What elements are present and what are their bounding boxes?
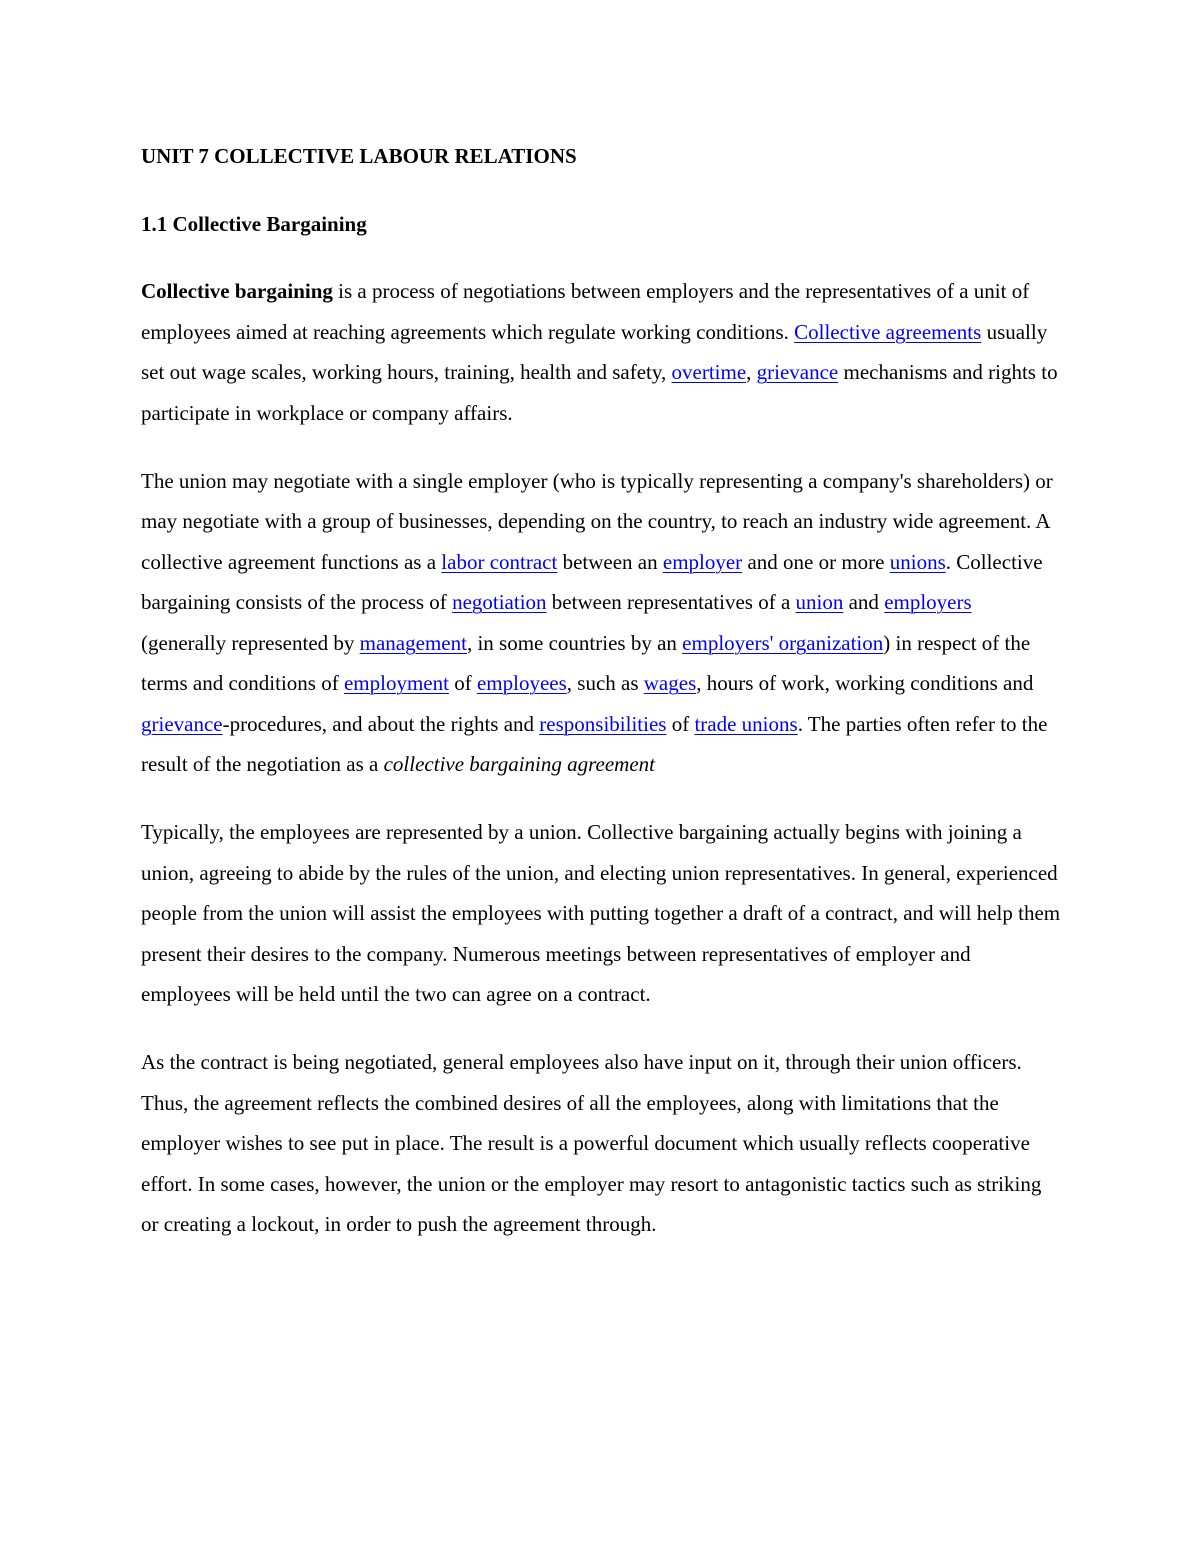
link-management[interactable]: management <box>359 630 467 655</box>
link-unions[interactable]: unions <box>889 549 946 574</box>
text-run: The union may negotiate with a single employer (who is typically representing a company's shareholders) or may negotiate with a group of businesses, depending on the country, to reach an industry wide agreement. A collective agreement functions as a <box>141 468 1053 574</box>
link-employees[interactable]: employees <box>476 671 567 695</box>
paragraph-negotiation <box>141 461 1061 785</box>
link-employment[interactable]: employment <box>343 671 449 695</box>
text-run: is a process of negotiations between employers and the representatives of a unit of employees aimed at reaching agreements which regulate working conditions. <box>141 279 1030 344</box>
text-run: (generally represented by <box>141 630 360 655</box>
link-labor-contract[interactable]: labor contract <box>441 549 558 574</box>
text-run: . The parties often refer to the result of the negotiation as a <box>141 711 1048 776</box>
paragraph-definition <box>141 271 1061 433</box>
text-run: and one or more <box>742 549 890 574</box>
link-employers[interactable]: employers <box>884 590 972 614</box>
text-run: and <box>843 590 885 614</box>
link-grievance-procedures[interactable]: grievance <box>141 711 223 736</box>
text-run: between an <box>557 549 663 574</box>
link-responsibilities[interactable]: responsibilities <box>539 711 667 736</box>
link-grievance[interactable]: grievance <box>756 360 839 384</box>
link-employers-organization[interactable]: employers' organization <box>682 630 884 655</box>
text-run: , such as <box>566 671 644 695</box>
link-negotiation[interactable]: negotiation <box>452 590 547 614</box>
link-collective-agreements[interactable]: Collective agreements <box>794 319 982 344</box>
link-employer[interactable]: employer <box>662 549 743 574</box>
text-run: , in some countries by an <box>466 630 683 655</box>
text-run: of <box>666 711 695 736</box>
italic-term: collective bargaining agreement <box>383 752 655 776</box>
document-body <box>141 136 1061 1272</box>
section-heading: 1.1 Collective Bargaining <box>141 212 367 236</box>
text-run: . Collective bargaining consists of the process of <box>141 549 1043 614</box>
unit-title: UNIT 7 COLLECTIVE LABOUR RELATIONS <box>141 144 577 168</box>
text-run: of <box>448 671 477 695</box>
text-run: , <box>746 360 757 384</box>
link-trade-unions[interactable]: trade unions <box>694 711 798 736</box>
text-run: mechanisms and rights to participate in workplace or company affairs. <box>141 360 1058 425</box>
text-run: , hours of work, working conditions and <box>696 671 1034 695</box>
paragraph-contract-negotiation: As the contract is being negotiated, general employees also have input on it, through their union officers. Thus, the agreement reflects the combined desires of all the employees, along with limitations that the employer wishes to see put in place. The result is a powerful document which usually reflects cooperative effort. In some cases, however, the union or the employer may resort to antagonistic tactics such as striking or creating a lockout, in order to push the agreement through. <box>141 1050 1042 1236</box>
paragraph-representation: Typically, the employees are represented by a union. Collective bargaining actually begins with joining a union, agreeing to abide by the rules of the union, and electing union representatives. In general, experienced people from the union will assist the employees with putting together a draft of a contract, and will help them present their desires to the company. Numerous meetings between representatives of employer and employees will be held until the two can agree on a contract. <box>141 820 1061 1006</box>
link-overtime[interactable]: overtime <box>671 360 747 384</box>
link-wages[interactable]: wages <box>643 671 697 695</box>
link-union[interactable]: union <box>795 590 844 614</box>
text-run: usually set out wage scales, working hours, training, health and safety, <box>141 319 1048 384</box>
bold-term: Collective bargaining <box>141 279 333 303</box>
text-run: ) in respect of the terms and conditions of <box>141 630 1031 695</box>
text-run: -procedures, and about the rights and <box>222 711 540 736</box>
text-run: between representatives of a <box>546 590 796 614</box>
